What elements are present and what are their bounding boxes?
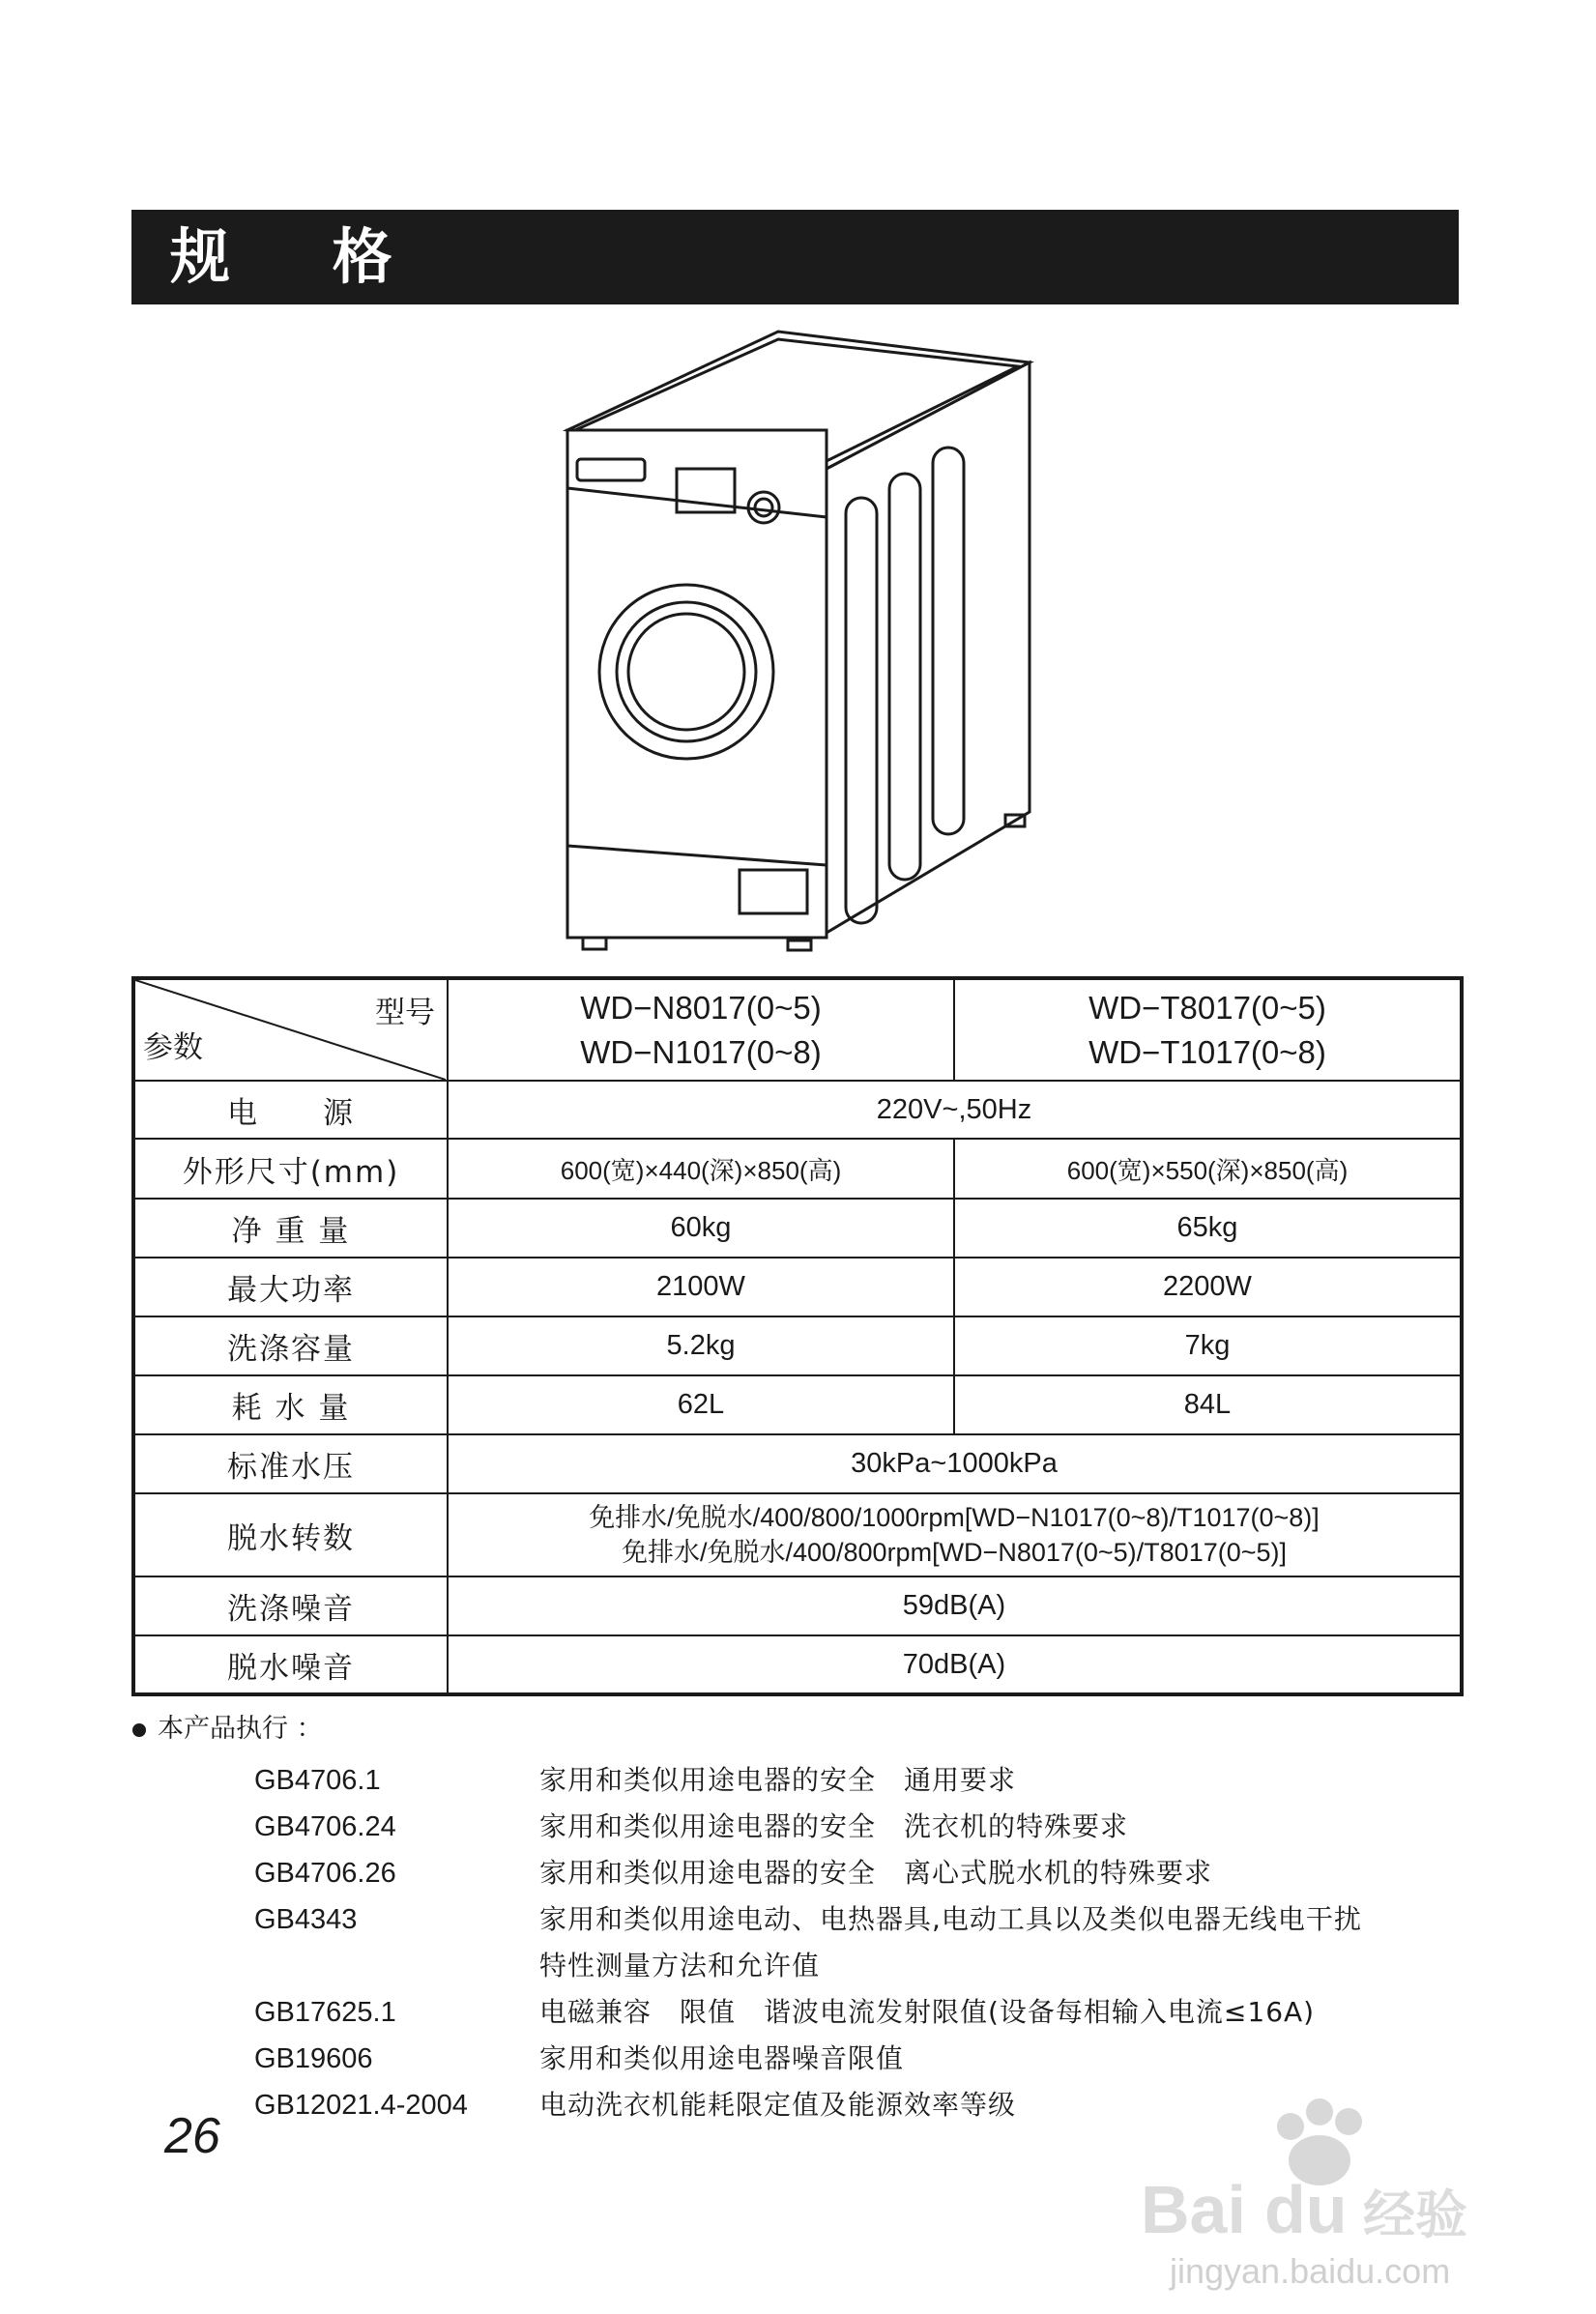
- row-value-b: 600(宽)×550(深)×850(高): [954, 1139, 1462, 1199]
- standard-desc: 家用和类似用途电器的安全 通用要求: [539, 1764, 1017, 1796]
- list-item: [254, 1804, 1472, 1850]
- standard-desc: 家用和类似用途电动、电热器具,电动工具以及类似电器无线电干扰: [539, 1903, 1362, 1935]
- row-value-b: 65kg: [954, 1199, 1462, 1258]
- list-item: [254, 1757, 1472, 1804]
- bullet-icon: [132, 1723, 146, 1737]
- svg-text:经验: 经验: [1363, 2184, 1467, 2245]
- row-value: 70dB(A): [448, 1635, 1462, 1694]
- model-header-b: WD−T8017(0~5) WD−T1017(0~8): [954, 978, 1462, 1081]
- standard-desc: 家用和类似用途电器的安全 洗衣机的特殊要求: [539, 1810, 1129, 1842]
- standard-code: GB4706.26: [254, 1858, 396, 1889]
- table-row: [133, 1081, 1462, 1139]
- list-item: [254, 1850, 1472, 1896]
- spec-table: [131, 976, 1464, 1696]
- page-title: 规 格: [131, 210, 1459, 304]
- row-label: 洗涤容量: [133, 1316, 448, 1375]
- svg-text:Bai: Bai: [1141, 2172, 1246, 2247]
- corner-cell: [133, 978, 448, 1081]
- standard-code: GB12021.4-2004: [254, 2090, 468, 2121]
- table-row: [133, 1139, 1462, 1199]
- standard-desc: 电磁兼容 限值 谐波电流发射限值(设备每相输入电流≤16A): [539, 1996, 1316, 2028]
- standard-code: GB4706.1: [254, 1765, 381, 1796]
- table-row: [133, 1434, 1462, 1493]
- svg-text:du: du: [1264, 2172, 1348, 2247]
- table-row: [133, 1493, 1462, 1576]
- spin-speed-line-2: 免排水/免脱水/400/800rpm[WD−N8017(0~5)/T8017(0~5)]: [621, 1538, 1288, 1567]
- row-label: 洗涤噪音: [133, 1576, 448, 1635]
- standard-code: GB4706.24: [254, 1811, 396, 1842]
- page-number: 26: [164, 2108, 220, 2164]
- row-value-b: 84L: [954, 1375, 1462, 1434]
- table-row: [133, 1375, 1462, 1434]
- model-header-a: WD−N8017(0~5) WD−N1017(0~8): [448, 978, 954, 1081]
- row-value-a: 62L: [448, 1375, 954, 1434]
- table-row: [133, 1576, 1462, 1635]
- row-value: 59dB(A): [448, 1576, 1462, 1635]
- baidu-watermark-logo: [1131, 2068, 1469, 2300]
- table-row: [133, 1199, 1462, 1258]
- table-row: [133, 1316, 1462, 1375]
- row-value-a: 600(宽)×440(深)×850(高): [448, 1139, 954, 1199]
- row-label: 最大功率: [133, 1258, 448, 1316]
- list-item: [254, 1896, 1472, 1943]
- standard-code: GB17625.1: [254, 1997, 396, 2028]
- row-value-a: 2100W: [448, 1258, 954, 1316]
- row-value-a: 60kg: [448, 1199, 954, 1258]
- table-row: [133, 1258, 1462, 1316]
- row-value-b: 2200W: [954, 1258, 1462, 1316]
- standard-code: GB19606: [254, 2043, 373, 2074]
- row-value-a: 5.2kg: [448, 1316, 954, 1375]
- washing-machine-illustration: [546, 324, 1039, 952]
- model-label: 型号: [375, 996, 435, 1030]
- list-item: [254, 1989, 1472, 2036]
- row-value: 220V~,50Hz: [448, 1081, 1462, 1139]
- svg-text:jingyan.baidu.com: jingyan.baidu.com: [1170, 2251, 1451, 2291]
- row-value: 30kPa~1000kPa: [448, 1434, 1462, 1493]
- row-label: 耗 水 量: [133, 1375, 448, 1434]
- row-label: 脱水噪音: [133, 1635, 448, 1694]
- standard-code: [254, 1943, 539, 1989]
- row-label: 脱水转数: [133, 1493, 448, 1576]
- table-row: [133, 1635, 1462, 1694]
- standard-desc: 家用和类似用途电器噪音限值: [539, 2042, 905, 2074]
- standards-heading: 本产品执行 ：: [132, 1707, 323, 1745]
- row-label: 标准水压: [133, 1434, 448, 1493]
- row-value-b: 7kg: [954, 1316, 1462, 1375]
- list-item: [254, 1943, 1472, 1989]
- standard-code: GB4343: [254, 1904, 358, 1935]
- row-label: 净 重 量: [133, 1199, 448, 1258]
- row-label: 外形尺寸(mm): [133, 1139, 448, 1199]
- param-label: 参数: [143, 1030, 203, 1065]
- row-label: 电 源: [133, 1081, 448, 1139]
- table-header-row: [133, 978, 1462, 1081]
- standard-desc: 电动洗衣机能耗限定值及能源效率等级: [539, 2089, 1017, 2121]
- row-value: [448, 1493, 1462, 1576]
- standard-desc: 家用和类似用途电器的安全 离心式脱水机的特殊要求: [539, 1857, 1213, 1889]
- spin-speed-line-1: 免排水/免脱水/400/800/1000rpm[WD−N1017(0~8)/T1017(0~8)]: [589, 1503, 1320, 1532]
- standard-desc: 特性测量方法和允许值: [539, 1950, 821, 1981]
